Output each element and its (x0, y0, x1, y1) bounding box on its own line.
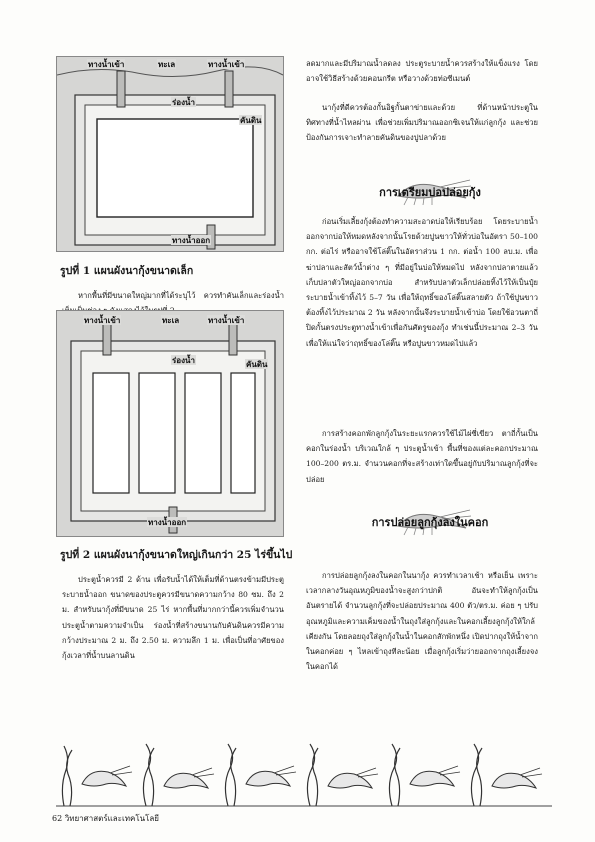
figure-1-outlet-label: ทางน้ำออก (172, 235, 211, 245)
figure-1-small-shrimp-farm-diagram (56, 56, 284, 252)
figure-1-dike-label: คันดิน (240, 115, 262, 125)
right-paragraph-3: ก่อนเริ่มเลี้ยงกุ้งต้องทำความสะอาดบ่อให้เรียบร้อย โดยระบายน้ำออกจากบ่อให้หมดหลังจากนั้นโรยด้วยปูนขาวให้ทั่วบ่อในอัตรา 50–100 กก. ต่อไร่ หรืออาจใช้โล่ติ๊นในอัตราส่วน 1 กก. ต่อน้ำ 100 ลบ.ม. เพื่อฆ่าปลาและสัตว์น้ำต่าง ๆ ที่มีอยู่ในบ่อให้หมดไป หลังจากปลาตายแล้วเก็บปลาตัวใหญ่ออกจากบ่อ สำหรับปลาตัวเล็กปล่อยทิ้งไว้ให้เป็นปุ๋ย ระบายน้ำเข้าทิ้งไว้ 5–7 วัน เพื่อให้ฤทธิ์ของโล่ติ๊นสลายตัว ถ้าใช้ปูนขาวต้องทิ้งไว้ประมาณ 2 วัน หลังจากนั้นจึงระบายน้ำเข้าบ่อ โดยใช้อวนตาถี่ปิดกั้นตรงประตูทางน้ำเข้าเพื่อกันศัตรูของกุ้ง ทำเช่นนี้ประมาณ 2–3 วัน เพื่อให้แน่ใจว่าฤทธิ์ของโล่ติ๊น หรือปูนขาวหมดไปแล้ว (306, 217, 538, 348)
figure-1-plan-drawing (57, 57, 283, 251)
section-heading-pond-preparation-text: การเตรียมบ่อปล่อยกุ้ง (379, 186, 481, 199)
right-paragraph-1: ลดมากและมีปริมาณน้ำลดลง ประตูระบายน้ำควรสร้างให้แข็งแรง โดยอาจใช้วิธีสร้างด้วยคอนกรีต หรือวางด้วยท่อซีเมนต์ (306, 59, 538, 84)
right-paragraph-2: นากุ้งที่ดีควรต้องกั้นอิฐกั้นตาข่ายและด้วย ที่ด้านหน้าประตูในทิศทางที่น้ำไหลผ่าน เพื่อช่วยเพิ่มปริมาณออกซิเจนให้แก่ลูกกุ้ง และช่วยป้องกันการเจาะทำลายคันดินของปูปลาด้วย (306, 103, 538, 143)
section-heading-releasing-shrimp (350, 510, 510, 532)
page-footer: 62 วิทยาศาสตร์และเทคโนโลยี (52, 814, 159, 823)
figure-2-sea-label: ทะเล (162, 315, 180, 325)
shrimp-icon (164, 768, 214, 788)
seaweed-icon (143, 744, 154, 806)
figure-2-inlet-left-label: ทางน้ำเข้า (84, 315, 121, 325)
shrimp-icon (82, 766, 132, 786)
figure-1-caption: รูปที่ 1 แผนผังนากุ้งขนาดเล็ก (60, 265, 194, 277)
figure-2-large-shrimp-farm-diagram (56, 310, 284, 537)
figure-2-dike-label: คันดิน (246, 359, 268, 369)
shrimp-icon (246, 766, 296, 786)
figure-2-outlet-label: ทางน้ำออก (148, 517, 187, 527)
shrimp-icon (328, 768, 378, 788)
seaweed-icon (225, 744, 236, 806)
section-heading-releasing-shrimp-text: การปล่อยลูกกุ้งลงในคอก (371, 516, 489, 529)
figure-1-channel-label: ร่องน้ำ (172, 97, 195, 107)
seaweed-icon (471, 744, 482, 806)
figure-2-plan-drawing (57, 311, 283, 536)
right-paragraph-4: การสร้างคอกพักลูกกุ้งในระยะแรกควรใช้ไม้ไผ่ซี่เขียว ตาถี่กั้นเป็นคอกในร่องน้ำ บริเวณใกล้ ๆ ประตูน้ำเข้า พื้นที่ของแต่ละคอกประมาณ 100–200 ตร.ม. จำนวนคอกที่จะสร้างเท่าใดขึ้นอยู่กับปริมาณลูกกุ้งที่จะปล่อย (306, 429, 538, 484)
shrimp-icon (410, 766, 460, 786)
figure-1-inlet-right-label: ทางน้ำเข้า (208, 59, 245, 69)
figure-1-inlet-left-label: ทางน้ำเข้า (88, 59, 125, 69)
left-paragraph-2: ประตูน้ำควรมี 2 ด้าน เพื่อรับน้ำได้ให้เต็มที่ด้านตรงข้ามมีประตูระบายน้ำออก ขนาดของประตูควรมีขนาดความกว้าง 80 ซม. ถึง 2 ม. สำหรับนากุ้งที่มีขนาด 25 ไร่ หากพื้นที่มากกว่านี้ควรเพิ่มจำนวนประตูน้ำตามความจำเป็น ร่องน้ำที่สร้างขนานกับคันดินควรมีความกว้างประมาณ 2 ม. ถึง 2.50 ม. ความลึก 1 ม. เพื่อเป็นที่อาศัยของกุ้งเวลาที่น้ำบนลานดิน (62, 575, 284, 661)
seaweed-icon (62, 746, 72, 806)
right-paragraph-5: การปล่อยลูกกุ้งลงในคอกในนากุ้ง ควรทำเวลาเช้า หรือเย็น เพราะเวลากลางวันอุณหภูมิของน้ำจะสูงกว่าปกติ อันจะทำให้ลูกกุ้งเป็นอันตรายได้ จำนวนลูกกุ้งที่จะปล่อยประมาณ 400 ตัว/ตร.ม. ค่อย ๆ ปรับอุณหภูมิและความเค็มของน้ำในถุงใส่ลูกกุ้งและในคอกเลี้ยงลูกกุ้งให้ใกล้เคียงกัน โดยลอยถุงใส่ลูกกุ้งในน้ำในคอกสักพักหนึ่ง เปิดปากถุงให้น้ำจากในคอกค่อย ๆ ไหลเข้าถุงทีละน้อย เมื่อลูกกุ้งเริ่มว่ายออกจากถุงเลี้ยงจงในคอกได้ (306, 571, 538, 672)
figure-2-caption: รูปที่ 2 แผนผังนากุ้งขนาดใหญ่เกินกว่า 25 ไร่ขึ้นไป (60, 549, 293, 561)
figure-2-channel-label: ร่องน้ำ (172, 355, 195, 365)
left-paragraph-1: หากพื้นที่มีขนาดใหญ่มากที่ได้ระบุไว้ ควรทำคันเล็กและร่องน้ำ (78, 291, 284, 300)
section-heading-pond-preparation (350, 180, 510, 202)
shrimp-icon (492, 768, 542, 788)
decorative-shrimp-border (56, 736, 552, 808)
figure-2-inlet-right-label: ทางน้ำเข้า (208, 315, 245, 325)
seaweed-icon (307, 744, 318, 806)
figure-1-sea-label: ทะเล (158, 59, 176, 69)
seaweed-icon (389, 744, 400, 806)
